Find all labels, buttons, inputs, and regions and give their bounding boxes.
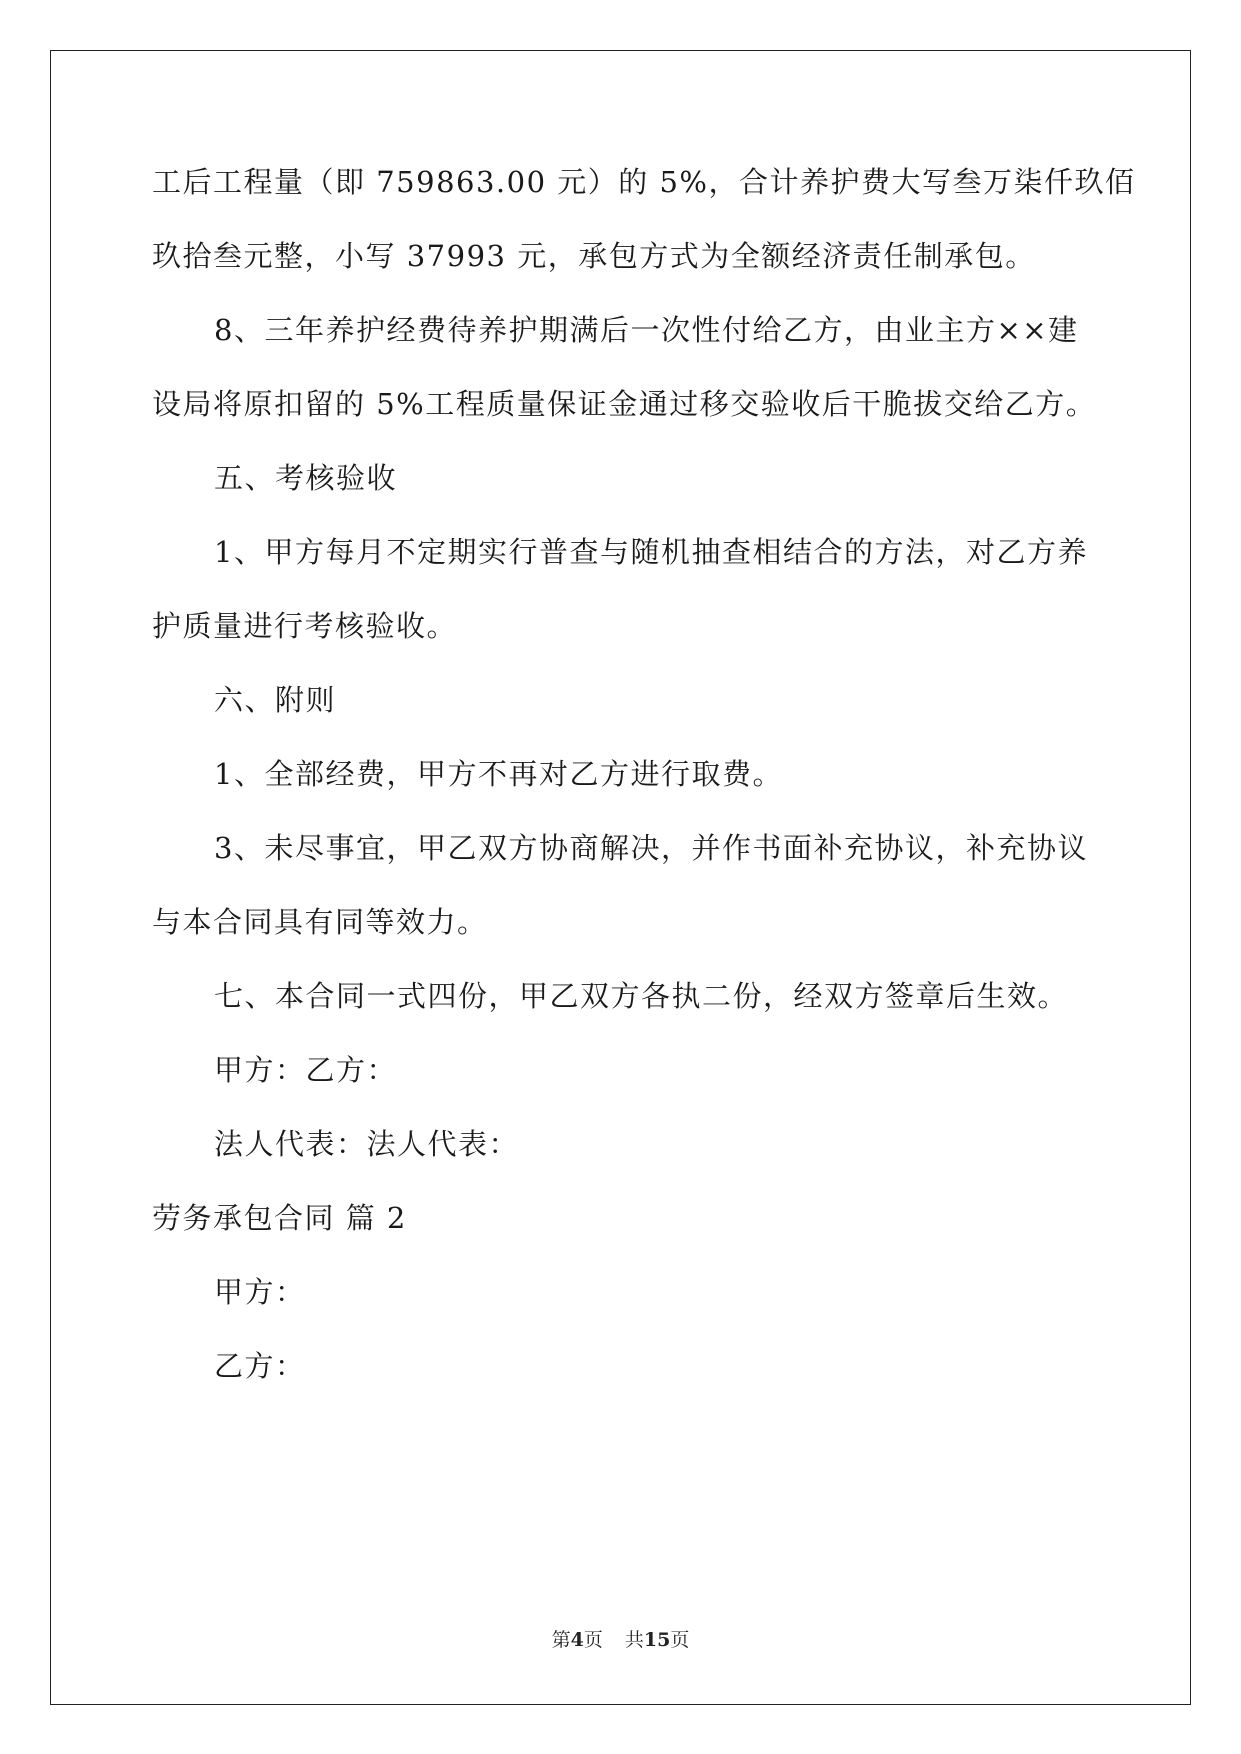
section-heading: 六、附则 [214,683,337,717]
paragraph-line: 设局将原扣留的 5%工程质量保证金通过移交验收后干脆拔交给乙方。 [152,387,1097,421]
paragraph-line: 工后工程量（即 759863.00 元）的 5%，合计养护费大写叁万柒仟玖佰 [152,165,1136,199]
paragraph-line: 七、本合同一式四份，甲乙双方各执二份，经双方签章后生效。 [214,979,1069,1013]
page-prefix: 第 [551,1629,571,1651]
page-suffix: 页 [583,1629,603,1651]
paragraph-line: 与本合同具有同等效力。 [152,905,488,939]
paragraph-line: 1、甲方每月不定期实行普查与随机抽查相结合的方法，对乙方养 [214,535,1088,569]
paragraph-line: 玖拾叁元整，小写 37993 元，承包方式为全额经济责任制承包。 [152,239,1036,273]
paragraph-line: 3、未尽事宜，甲乙双方协商解决，并作书面补充协议，补充协议 [214,831,1088,865]
party-b-label: 乙方： [214,1349,306,1383]
paragraph-line: 8、三年养护经费待养护期满后一次性付给乙方，由业主方××建 [214,313,1079,347]
page-number: 4 [570,1629,584,1651]
party-a-label: 甲方： [214,1275,306,1309]
paragraph-line: 护质量进行考核验收。 [152,609,458,643]
total-pages: 15 [643,1629,671,1651]
paragraph-line: 1、全部经费，甲方不再对乙方进行取费。 [214,757,783,791]
section-heading: 五、考核验收 [214,461,398,495]
total-prefix: 共 [624,1629,644,1651]
signature-representatives: 法人代表：法人代表： [214,1127,520,1161]
total-suffix: 页 [670,1629,690,1651]
page-border [50,50,1191,1705]
document-title: 劳务承包合同 篇 2 [152,1201,407,1235]
signature-parties: 甲方：乙方： [214,1053,398,1087]
page-footer [0,1628,1241,1652]
